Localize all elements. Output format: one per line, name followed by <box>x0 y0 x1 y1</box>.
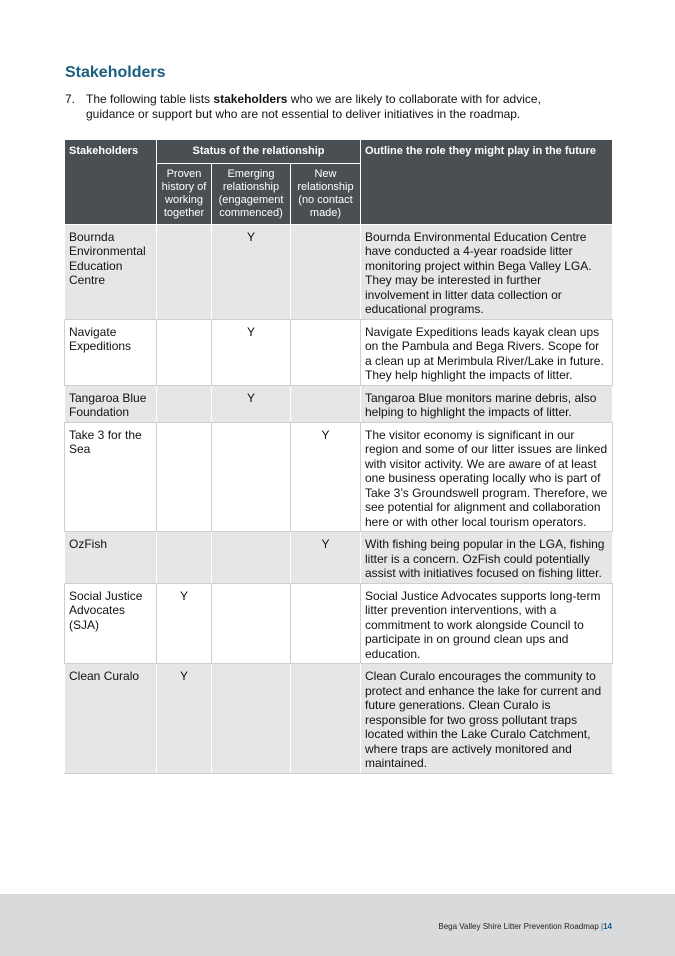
new-cell: Y <box>291 422 361 532</box>
stakeholder-name: Take 3 for the Sea <box>65 422 157 532</box>
table-row <box>65 319 613 385</box>
stakeholder-name: Clean Curalo <box>65 664 157 774</box>
new-cell <box>291 385 361 422</box>
new-cell <box>291 664 361 774</box>
proven-cell <box>157 319 212 385</box>
footer-separator: | <box>601 922 604 931</box>
new-cell: Y <box>291 532 361 584</box>
proven-cell <box>157 532 212 584</box>
new-cell <box>291 583 361 664</box>
emerging-cell: Y <box>212 385 291 422</box>
intro-paragraph <box>65 92 585 122</box>
intro-text-bold: stakeholders <box>213 92 288 106</box>
page-footer <box>0 894 675 956</box>
new-cell <box>291 224 361 319</box>
new-cell <box>291 319 361 385</box>
proven-cell <box>157 224 212 319</box>
stakeholder-name: Tangaroa Blue Foundation <box>65 385 157 422</box>
stakeholder-name: OzFish <box>65 532 157 584</box>
proven-cell: Y <box>157 664 212 774</box>
role-cell: Tangaroa Blue monitors marine debris, also helping to highlight the impacts of litter. <box>361 385 613 422</box>
role-cell: With fishing being popular in the LGA, fishing litter is a concern. OzFish could potentially assist with initiatives focused on fishing litter. <box>361 532 613 584</box>
role-cell: Social Justice Advocates supports long-term litter prevention interventions, with a commitment to work alongside Council to participate in on ground clean ups and education. <box>361 583 613 664</box>
page-title: Stakeholders <box>65 64 166 81</box>
table-row <box>65 385 613 422</box>
intro-text-before: The following table lists <box>86 92 214 106</box>
emerging-cell: Y <box>212 224 291 319</box>
table-row <box>65 422 613 532</box>
page-number: 14 <box>603 922 612 931</box>
emerging-cell <box>212 532 291 584</box>
proven-cell <box>157 422 212 532</box>
header-role: Outline the role they might play in the future <box>361 140 613 225</box>
header-new: New relationship (no contact made) <box>291 163 361 224</box>
intro-text-after: who we are likely to collaborate with for advice, guidance or support but who are not essential to deliver initiatives in the roadmap. <box>86 92 541 121</box>
header-status: Status of the relationship <box>157 140 361 164</box>
emerging-cell <box>212 422 291 532</box>
table-row <box>65 532 613 584</box>
stakeholder-name: Bournda Environmental Education Centre <box>65 224 157 319</box>
role-cell: Bournda Environmental Education Centre have conducted a 4-year roadside litter monitoring project within Bega Valley LGA. They may be interested in further involvement in litter data collection or educational programs. <box>361 224 613 319</box>
header-proven: Proven history of working together <box>157 163 212 224</box>
stakeholders-table <box>64 139 613 774</box>
proven-cell <box>157 385 212 422</box>
header-emerging: Emerging relationship (engagement commenced) <box>212 163 291 224</box>
stakeholder-name: Navigate Expeditions <box>65 319 157 385</box>
footer-title: Bega Valley Shire Litter Prevention Roadmap <box>438 922 599 931</box>
stakeholder-name: Social Justice Advocates (SJA) <box>65 583 157 664</box>
header-stakeholders: Stakeholders <box>65 140 157 225</box>
role-cell: Navigate Expeditions leads kayak clean ups on the Pambula and Bega Rivers. Scope for a clean up at Merimbula River/Lake in future. They help highlight the impacts of litter. <box>361 319 613 385</box>
proven-cell: Y <box>157 583 212 664</box>
table-row <box>65 583 613 664</box>
emerging-cell: Y <box>212 319 291 385</box>
footer-text <box>438 922 612 931</box>
table-row <box>65 224 613 319</box>
table-row <box>65 664 613 774</box>
role-cell: Clean Curalo encourages the community to protect and enhance the lake for current and future generations. Clean Curalo is responsible for two gross pollutant traps located within the Lake Curalo Catchment, where traps are actively monitored and maintained. <box>361 664 613 774</box>
intro-number: 7. <box>65 92 76 106</box>
emerging-cell <box>212 664 291 774</box>
intro-text <box>86 92 585 122</box>
emerging-cell <box>212 583 291 664</box>
role-cell: The visitor economy is significant in our region and some of our litter issues are linked with visitor activity. We are aware of at least one business operating locally who is part of Take 3’s Groundswell program. Therefore, we see potential for alignment and collaboration here or with other local tourism operators. <box>361 422 613 532</box>
